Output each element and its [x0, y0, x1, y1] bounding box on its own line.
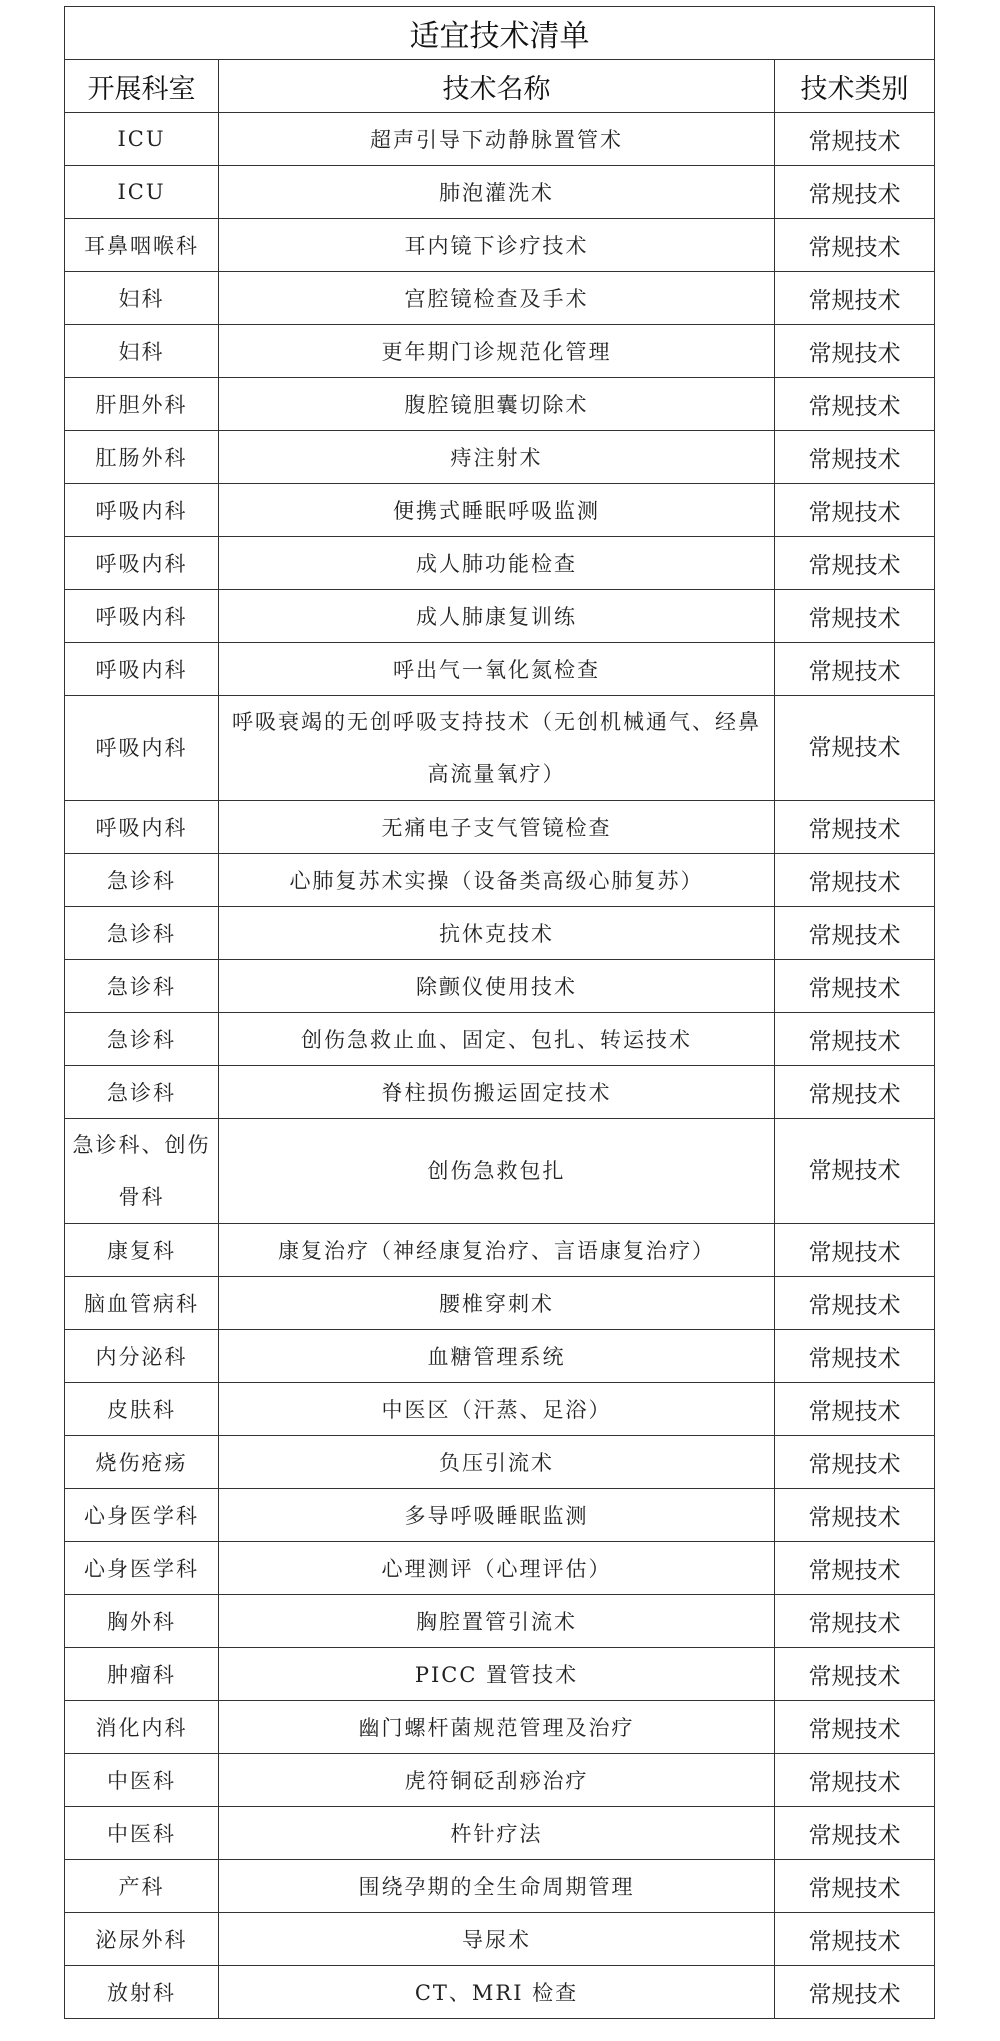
technique-cell: 便携式睡眠呼吸监测	[219, 484, 775, 537]
category-cell: 常规技术	[775, 113, 935, 166]
table-row	[65, 1754, 935, 1807]
technique-cell: 更年期门诊规范化管理	[219, 325, 775, 378]
category-cell: 常规技术	[775, 907, 935, 960]
table-row	[65, 1807, 935, 1860]
department-cell: 呼吸内科	[65, 590, 219, 643]
category-cell: 常规技术	[775, 1966, 935, 2019]
table-row	[65, 1701, 935, 1754]
technique-cell: 超声引导下动静脉置管术	[219, 113, 775, 166]
category-cell: 常规技术	[775, 1860, 935, 1913]
table-title: 适宜技术清单	[65, 7, 935, 60]
table-row	[65, 1277, 935, 1330]
category-cell: 常规技术	[775, 1648, 935, 1701]
technique-cell: 创伤急救包扎	[219, 1119, 775, 1224]
technique-cell: 耳内镜下诊疗技术	[219, 219, 775, 272]
category-cell: 常规技术	[775, 1436, 935, 1489]
table-row	[65, 1383, 935, 1436]
department-cell: 中医科	[65, 1754, 219, 1807]
table-row	[65, 272, 935, 325]
table-row	[65, 113, 935, 166]
department-cell: 急诊科	[65, 1013, 219, 1066]
technique-cell: 心肺复苏术实操（设备类高级心肺复苏）	[219, 854, 775, 907]
table-row	[65, 1966, 935, 2019]
department-cell: 急诊科	[65, 854, 219, 907]
technique-cell: 无痛电子支气管镜检查	[219, 801, 775, 854]
category-cell: 常规技术	[775, 1807, 935, 1860]
technique-cell: 康复治疗（神经康复治疗、言语康复治疗）	[219, 1224, 775, 1277]
table-row	[65, 1436, 935, 1489]
table-body	[65, 113, 935, 2019]
category-cell: 常规技术	[775, 590, 935, 643]
department-cell: 呼吸内科	[65, 484, 219, 537]
department-cell: 泌尿外科	[65, 1913, 219, 1966]
category-cell: 常规技术	[775, 1489, 935, 1542]
technique-cell: 血糖管理系统	[219, 1330, 775, 1383]
header-category: 技术类别	[775, 60, 935, 113]
category-cell: 常规技术	[775, 1330, 935, 1383]
technique-cell: 呼出气一氧化氮检查	[219, 643, 775, 696]
table-row	[65, 1224, 935, 1277]
technique-cell: 宫腔镜检查及手术	[219, 272, 775, 325]
category-cell: 常规技术	[775, 1066, 935, 1119]
technique-cell: 肺泡灌洗术	[219, 166, 775, 219]
department-cell: 肝胆外科	[65, 378, 219, 431]
table-row	[65, 219, 935, 272]
technique-list-document	[64, 6, 934, 2019]
category-cell: 常规技术	[775, 1383, 935, 1436]
table-row	[65, 801, 935, 854]
table-row	[65, 1542, 935, 1595]
category-cell: 常规技术	[775, 1013, 935, 1066]
table-row	[65, 643, 935, 696]
category-cell: 常规技术	[775, 1119, 935, 1224]
category-cell: 常规技术	[775, 325, 935, 378]
department-cell: 肿瘤科	[65, 1648, 219, 1701]
department-cell: 放射科	[65, 1966, 219, 2019]
department-cell: 耳鼻咽喉科	[65, 219, 219, 272]
table-row	[65, 537, 935, 590]
technique-cell: 虎符铜砭刮痧治疗	[219, 1754, 775, 1807]
category-cell: 常规技术	[775, 801, 935, 854]
table-row	[65, 1489, 935, 1542]
category-cell: 常规技术	[775, 219, 935, 272]
technique-cell: 腹腔镜胆囊切除术	[219, 378, 775, 431]
department-cell: ICU	[65, 113, 219, 166]
technique-table	[64, 6, 935, 2019]
table-row	[65, 960, 935, 1013]
department-cell: 心身医学科	[65, 1542, 219, 1595]
department-cell: 妇科	[65, 325, 219, 378]
department-cell: 肛肠外科	[65, 431, 219, 484]
department-cell: 呼吸内科	[65, 537, 219, 590]
category-cell: 常规技术	[775, 1701, 935, 1754]
department-cell: 产科	[65, 1860, 219, 1913]
table-row	[65, 590, 935, 643]
table-row	[65, 1119, 935, 1224]
header-technique: 技术名称	[219, 60, 775, 113]
technique-cell: 除颤仪使用技术	[219, 960, 775, 1013]
table-row	[65, 1595, 935, 1648]
department-cell: 中医科	[65, 1807, 219, 1860]
technique-cell: 杵针疗法	[219, 1807, 775, 1860]
category-cell: 常规技术	[775, 1224, 935, 1277]
table-row	[65, 1648, 935, 1701]
technique-cell: 导尿术	[219, 1913, 775, 1966]
technique-cell: PICC 置管技术	[219, 1648, 775, 1701]
department-cell: 急诊科	[65, 1066, 219, 1119]
department-cell: 内分泌科	[65, 1330, 219, 1383]
technique-cell: 创伤急救止血、固定、包扎、转运技术	[219, 1013, 775, 1066]
department-cell: ICU	[65, 166, 219, 219]
department-cell: 烧伤疮疡	[65, 1436, 219, 1489]
department-cell: 呼吸内科	[65, 801, 219, 854]
department-cell: 皮肤科	[65, 1383, 219, 1436]
table-row	[65, 325, 935, 378]
department-cell: 呼吸内科	[65, 643, 219, 696]
table-row	[65, 166, 935, 219]
category-cell: 常规技术	[775, 1595, 935, 1648]
technique-cell: CT、MRI 检查	[219, 1966, 775, 2019]
category-cell: 常规技术	[775, 1542, 935, 1595]
table-row	[65, 1066, 935, 1119]
category-cell: 常规技术	[775, 378, 935, 431]
table-row	[65, 907, 935, 960]
department-cell: 脑血管病科	[65, 1277, 219, 1330]
category-cell: 常规技术	[775, 643, 935, 696]
technique-cell: 多导呼吸睡眠监测	[219, 1489, 775, 1542]
table-row	[65, 1860, 935, 1913]
category-cell: 常规技术	[775, 431, 935, 484]
technique-cell: 脊柱损伤搬运固定技术	[219, 1066, 775, 1119]
table-row	[65, 484, 935, 537]
technique-cell: 呼吸衰竭的无创呼吸支持技术（无创机械通气、经鼻高流量氧疗）	[219, 696, 775, 801]
technique-cell: 痔注射术	[219, 431, 775, 484]
technique-cell: 负压引流术	[219, 1436, 775, 1489]
table-row	[65, 1013, 935, 1066]
category-cell: 常规技术	[775, 1754, 935, 1807]
department-cell: 胸外科	[65, 1595, 219, 1648]
category-cell: 常规技术	[775, 696, 935, 801]
technique-cell: 胸腔置管引流术	[219, 1595, 775, 1648]
table-row	[65, 696, 935, 801]
department-cell: 呼吸内科	[65, 696, 219, 801]
department-cell: 妇科	[65, 272, 219, 325]
technique-cell: 幽门螺杆菌规范管理及治疗	[219, 1701, 775, 1754]
technique-cell: 成人肺功能检查	[219, 537, 775, 590]
category-cell: 常规技术	[775, 1277, 935, 1330]
technique-cell: 心理测评（心理评估）	[219, 1542, 775, 1595]
category-cell: 常规技术	[775, 537, 935, 590]
table-row	[65, 1913, 935, 1966]
table-row	[65, 854, 935, 907]
technique-cell: 成人肺康复训练	[219, 590, 775, 643]
technique-cell: 围绕孕期的全生命周期管理	[219, 1860, 775, 1913]
table-row	[65, 431, 935, 484]
technique-cell: 腰椎穿刺术	[219, 1277, 775, 1330]
table-row	[65, 378, 935, 431]
category-cell: 常规技术	[775, 272, 935, 325]
header-department: 开展科室	[65, 60, 219, 113]
department-cell: 急诊科	[65, 907, 219, 960]
category-cell: 常规技术	[775, 854, 935, 907]
technique-cell: 抗休克技术	[219, 907, 775, 960]
department-cell: 消化内科	[65, 1701, 219, 1754]
department-cell: 康复科	[65, 1224, 219, 1277]
category-cell: 常规技术	[775, 960, 935, 1013]
category-cell: 常规技术	[775, 166, 935, 219]
table-row	[65, 1330, 935, 1383]
category-cell: 常规技术	[775, 1913, 935, 1966]
category-cell: 常规技术	[775, 484, 935, 537]
department-cell: 急诊科	[65, 960, 219, 1013]
technique-cell: 中医区（汗蒸、足浴）	[219, 1383, 775, 1436]
department-cell: 心身医学科	[65, 1489, 219, 1542]
department-cell: 急诊科、创伤骨科	[65, 1119, 219, 1224]
